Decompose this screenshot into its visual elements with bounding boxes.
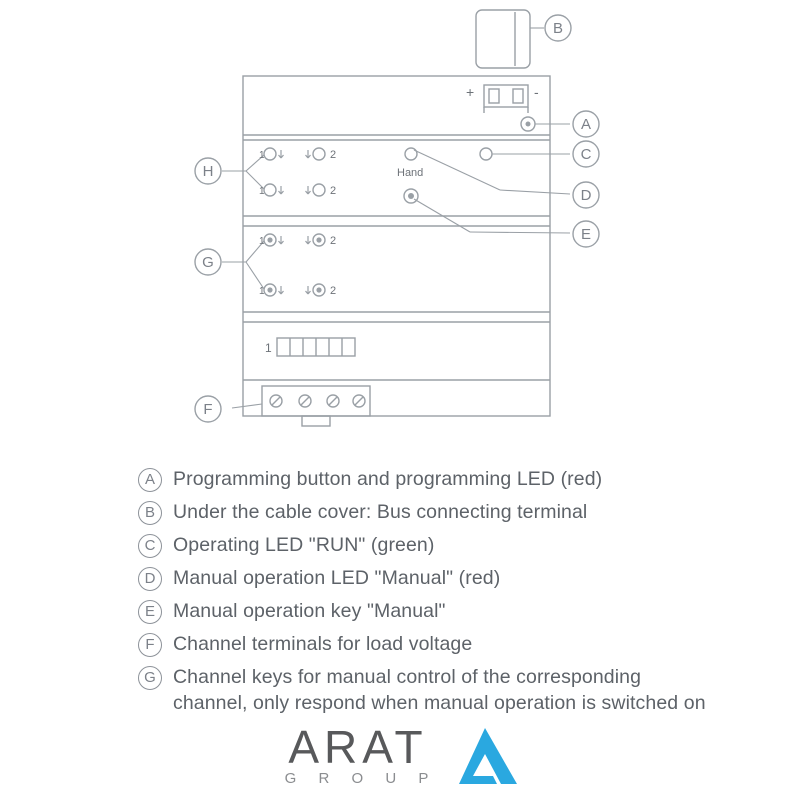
- svg-text:2: 2: [330, 185, 337, 197]
- load-terminal-block: [262, 386, 370, 426]
- svg-text:1: 1: [265, 341, 272, 355]
- legend-text-f: Channel terminals for load voltage: [173, 633, 473, 655]
- svg-text:+: +: [466, 84, 475, 100]
- svg-text:Hand: Hand: [397, 167, 424, 179]
- callout-letters: [202, 20, 591, 418]
- legend-text-b: Under the cable cover: Bus connecting terminal: [173, 501, 588, 523]
- legend-item-b: [138, 499, 738, 525]
- legend-text-d: Manual operation LED "Manual" (red): [173, 567, 501, 589]
- legend-key-d: D: [138, 567, 162, 591]
- svg-text:1: 1: [259, 286, 265, 297]
- svg-text:2: 2: [330, 285, 337, 297]
- channel-keys-lower: [264, 234, 325, 296]
- device-text-labels: [259, 84, 539, 355]
- legend-item-f: [138, 631, 738, 657]
- watermark-name: ARAT: [288, 721, 428, 773]
- manual-led-shape: [405, 148, 417, 160]
- legend-list: [138, 466, 738, 723]
- svg-text:1: 1: [259, 150, 265, 161]
- legend-text-g: Channel keys for manual control of the corresponding channel, only respond when manual operation is switched on: [173, 666, 706, 714]
- svg-text:H: H: [202, 163, 214, 180]
- watermark-subtitle: G R O U P: [284, 770, 438, 787]
- legend-key-e: E: [138, 600, 162, 624]
- svg-text:C: C: [580, 146, 592, 163]
- bus-terminal: [484, 85, 528, 113]
- legend-item-g: [138, 664, 738, 716]
- svg-text:1: 1: [259, 236, 265, 247]
- legend-text-e: Manual operation key "Manual": [173, 600, 446, 622]
- watermark-logo-icon: [451, 726, 521, 788]
- svg-text:-: -: [534, 84, 539, 100]
- legend-key-c: C: [138, 534, 162, 558]
- legend-key-f: F: [138, 633, 162, 657]
- bottom-terminal-strip: [277, 338, 355, 356]
- svg-text:A: A: [580, 116, 592, 133]
- legend-key-a: A: [138, 468, 162, 492]
- svg-text:2: 2: [330, 235, 337, 247]
- legend-item-c: [138, 532, 738, 558]
- legend-text-c: Operating LED "RUN" (green): [173, 534, 435, 556]
- device-body: [243, 76, 550, 416]
- svg-text:2: 2: [330, 149, 337, 161]
- legend-item-a: [138, 466, 738, 492]
- svg-text:F: F: [203, 401, 213, 418]
- cable-cover-shape: [476, 10, 530, 68]
- legend-text-a: Programming button and programming LED (red): [173, 468, 603, 490]
- legend-item-d: [138, 565, 738, 591]
- svg-text:1: 1: [259, 186, 265, 197]
- channel-keys-upper: [264, 148, 325, 196]
- svg-text:G: G: [202, 254, 214, 271]
- legend-key-b: B: [138, 501, 162, 525]
- legend-key-g: G: [138, 666, 162, 690]
- run-led-shape: [480, 148, 492, 160]
- svg-text:B: B: [552, 20, 564, 37]
- watermark: [0, 714, 800, 800]
- legend-item-e: [138, 598, 738, 624]
- svg-text:E: E: [580, 226, 592, 243]
- svg-text:D: D: [580, 187, 592, 204]
